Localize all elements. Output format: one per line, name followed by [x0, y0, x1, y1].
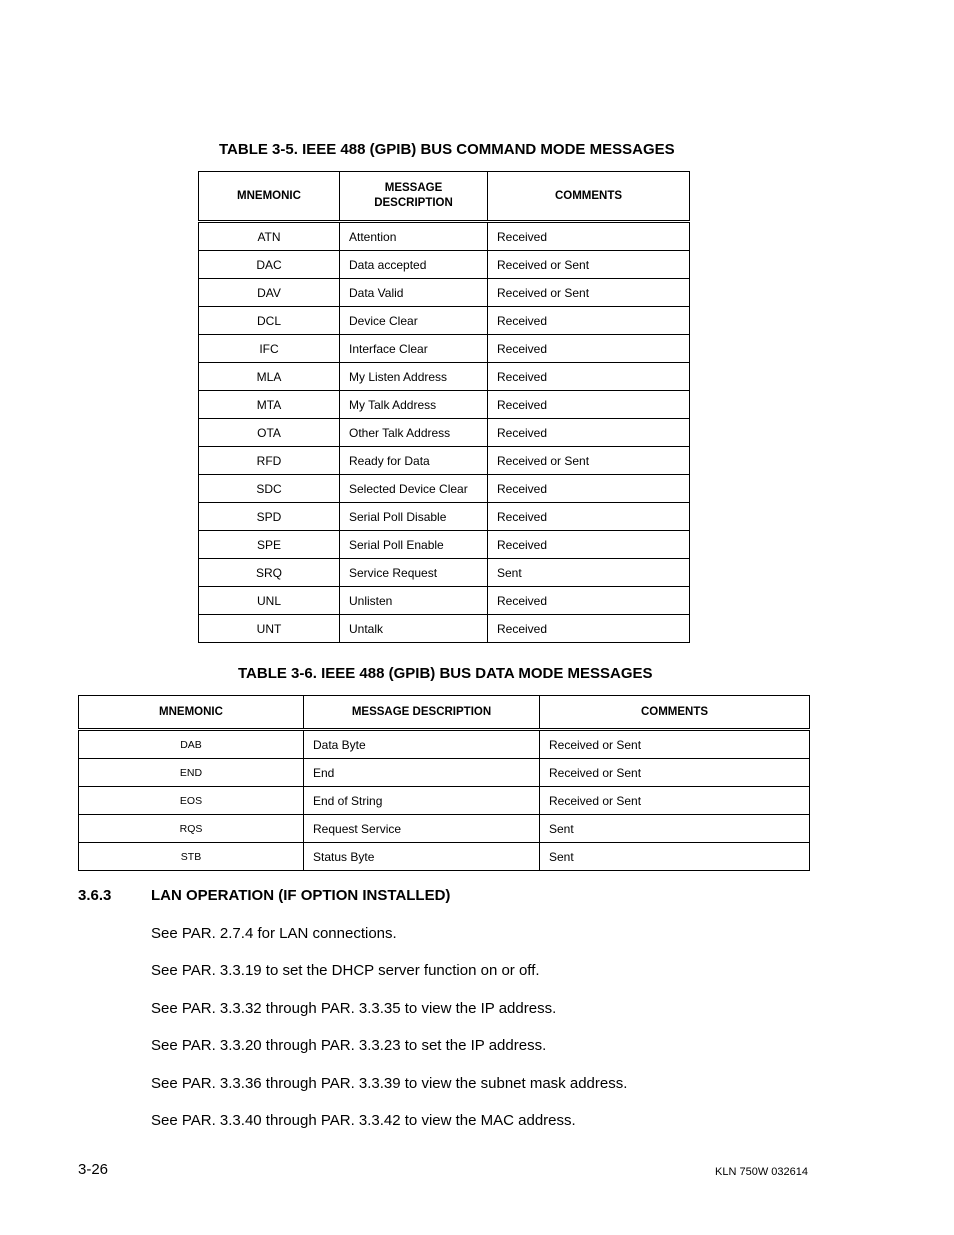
table-row	[199, 587, 690, 615]
header-mnemonic: MNEMONIC	[79, 696, 304, 730]
cell-mnemonic: SDC	[199, 475, 340, 503]
cell-mnemonic: DCL	[199, 307, 340, 335]
cell-comments: Received or Sent	[540, 759, 810, 787]
cell-mnemonic: DAV	[199, 279, 340, 307]
cell-description: Data Valid	[340, 279, 488, 307]
cell-comments: Sent	[540, 815, 810, 843]
paragraph: See PAR. 3.3.19 to set the DHCP server function on or off.	[151, 962, 540, 979]
cell-mnemonic: UNT	[199, 615, 340, 643]
cell-comments: Received	[488, 503, 690, 531]
cell-description: End of String	[304, 787, 540, 815]
header-description-line2: DESCRIPTION	[374, 197, 453, 209]
header-comments: COMMENTS	[488, 172, 690, 222]
page-number: 3-26	[78, 1161, 109, 1178]
cell-mnemonic: SPE	[199, 531, 340, 559]
cell-comments: Received or Sent	[540, 787, 810, 815]
paragraph: See PAR. 3.3.20 through PAR. 3.3.23 to set the IP address.	[151, 1037, 547, 1054]
cell-mnemonic: MLA	[199, 363, 340, 391]
table-row	[79, 787, 810, 815]
cell-comments: Received	[488, 307, 690, 335]
table-row	[199, 559, 690, 587]
paragraph: See PAR. 3.3.40 through PAR. 3.3.42 to view the MAC address.	[151, 1112, 576, 1129]
cell-mnemonic: IFC	[199, 335, 340, 363]
table-row	[79, 759, 810, 787]
table-row	[199, 279, 690, 307]
cell-comments: Received	[488, 363, 690, 391]
table-row	[199, 447, 690, 475]
cell-description: Untalk	[340, 615, 488, 643]
table-row	[199, 307, 690, 335]
cell-description: Status Byte	[304, 843, 540, 871]
document-id: KLN 750W 032614	[715, 1166, 808, 1178]
paragraph: See PAR. 3.3.36 through PAR. 3.3.39 to view the subnet mask address.	[151, 1075, 628, 1092]
cell-comments: Received	[488, 475, 690, 503]
paragraph: See PAR. 2.7.4 for LAN connections.	[151, 925, 397, 942]
cell-comments: Received	[488, 531, 690, 559]
header-description-line1: MESSAGE	[384, 182, 443, 194]
cell-description: Attention	[340, 222, 488, 251]
cell-comments: Received	[488, 615, 690, 643]
cell-description: Selected Device Clear	[340, 475, 488, 503]
cell-comments: Sent	[488, 559, 690, 587]
table-row	[199, 531, 690, 559]
cell-mnemonic: DAC	[199, 251, 340, 279]
section-number: 3.6.3	[78, 887, 112, 904]
table-row	[199, 391, 690, 419]
cell-comments: Sent	[540, 843, 810, 871]
cell-description: Serial Poll Disable	[340, 503, 488, 531]
cell-description: My Listen Address	[340, 363, 488, 391]
cell-mnemonic: MTA	[199, 391, 340, 419]
header-mnemonic: MNEMONIC	[199, 172, 340, 222]
header-message-description	[340, 172, 488, 222]
cell-description: Ready for Data	[340, 447, 488, 475]
cell-mnemonic: STB	[79, 843, 304, 871]
cell-comments: Received	[488, 419, 690, 447]
cell-description: Data Byte	[304, 730, 540, 759]
cell-description: Request Service	[304, 815, 540, 843]
cell-description: Interface Clear	[340, 335, 488, 363]
table-row	[199, 222, 690, 251]
cell-mnemonic: SRQ	[199, 559, 340, 587]
cell-description: Data accepted	[340, 251, 488, 279]
data-mode-table	[78, 695, 810, 871]
cell-description: My Talk Address	[340, 391, 488, 419]
cell-description: End	[304, 759, 540, 787]
cell-comments: Received	[488, 587, 690, 615]
table-row	[199, 419, 690, 447]
table-row	[199, 615, 690, 643]
header-comments: COMMENTS	[540, 696, 810, 730]
paragraph: See PAR. 3.3.32 through PAR. 3.3.35 to view the IP address.	[151, 1000, 557, 1017]
cell-mnemonic: ATN	[199, 222, 340, 251]
cell-mnemonic: SPD	[199, 503, 340, 531]
cell-description: Service Request	[340, 559, 488, 587]
table-row	[79, 815, 810, 843]
cell-description: Unlisten	[340, 587, 488, 615]
table-row	[199, 503, 690, 531]
cell-mnemonic: OTA	[199, 419, 340, 447]
table-row	[199, 363, 690, 391]
table-row	[79, 843, 810, 871]
cell-mnemonic: UNL	[199, 587, 340, 615]
cell-mnemonic: RQS	[79, 815, 304, 843]
section-title: LAN OPERATION (IF OPTION INSTALLED)	[151, 887, 451, 904]
table-3-5-caption: TABLE 3-5. IEEE 488 (GPIB) BUS COMMAND MODE MESSAGES	[219, 141, 675, 158]
cell-description: Other Talk Address	[340, 419, 488, 447]
cell-comments: Received	[488, 335, 690, 363]
cell-description: Serial Poll Enable	[340, 531, 488, 559]
cell-description: Device Clear	[340, 307, 488, 335]
cell-comments: Received or Sent	[488, 251, 690, 279]
table-row	[199, 475, 690, 503]
table-row	[199, 335, 690, 363]
cell-mnemonic: DAB	[79, 730, 304, 759]
table-row	[79, 730, 810, 759]
table-3-6-caption: TABLE 3-6. IEEE 488 (GPIB) BUS DATA MODE MESSAGES	[238, 665, 653, 682]
table-row	[199, 251, 690, 279]
command-mode-table	[198, 171, 690, 643]
cell-comments: Received	[488, 391, 690, 419]
cell-comments: Received	[488, 222, 690, 251]
cell-mnemonic: END	[79, 759, 304, 787]
cell-comments: Received or Sent	[488, 279, 690, 307]
cell-mnemonic: RFD	[199, 447, 340, 475]
cell-comments: Received or Sent	[488, 447, 690, 475]
cell-mnemonic: EOS	[79, 787, 304, 815]
cell-comments: Received or Sent	[540, 730, 810, 759]
header-message-description: MESSAGE DESCRIPTION	[304, 696, 540, 730]
